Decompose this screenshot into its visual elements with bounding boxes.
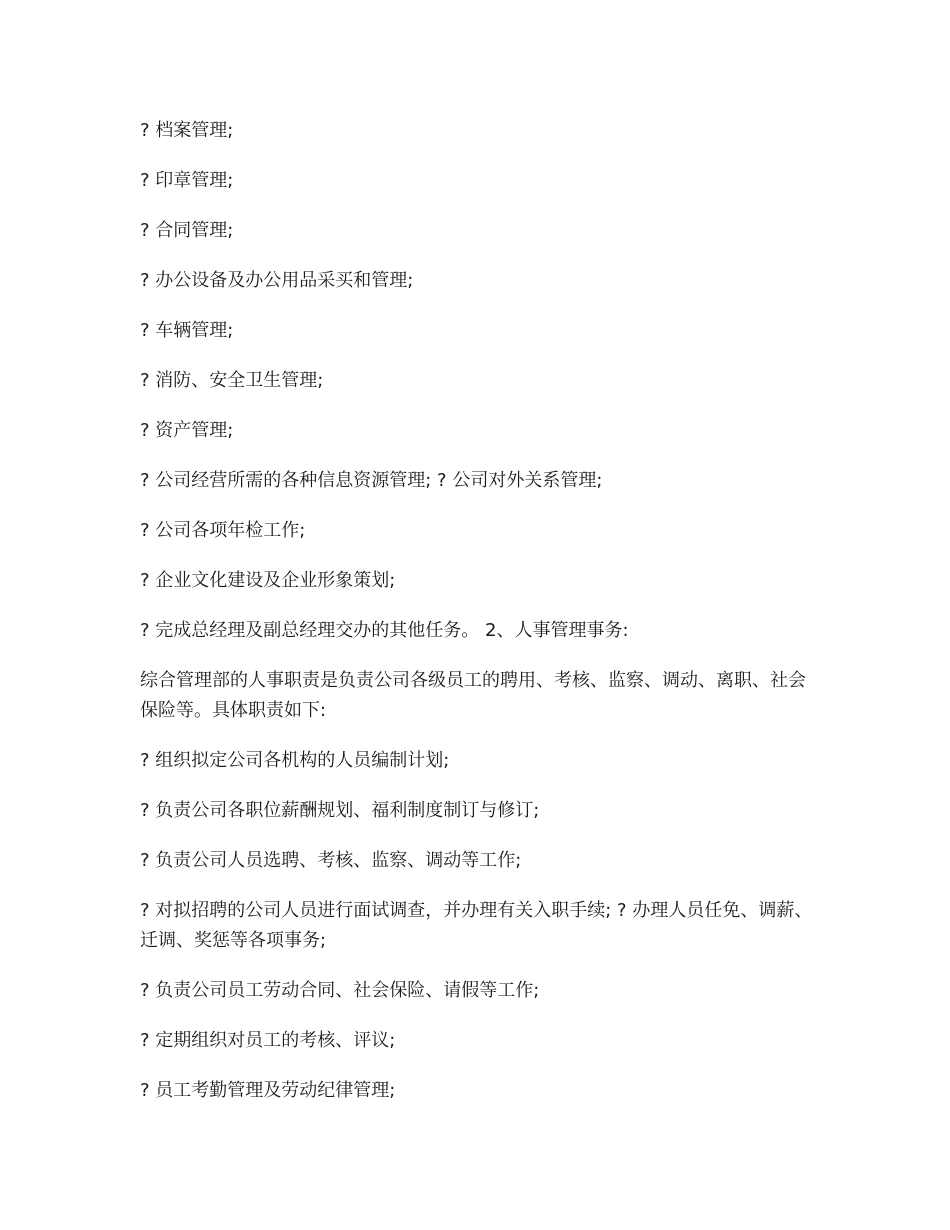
list-item-other-tasks: ? 完成总经理及副总经理交办的其他任务。 2、人事管理事务:: [140, 620, 629, 641]
list-item-office-equipment: ? 办公设备及办公用品采买和管理;: [140, 270, 414, 291]
document-body: [140, 116, 820, 1126]
list-item-attendance: ? 员工考勤管理及劳动纪律管理;: [140, 1080, 396, 1101]
list-item-fire-safety: ? 消防、安全卫生管理;: [140, 370, 324, 391]
list-item-corporate-culture: ? 企业文化建设及企业形象策划;: [140, 570, 396, 591]
list-item-interviews: ? 对拟招聘的公司人员进行面试调查，并办理有关入职手续; ? 办理人员任免、调薪、迁调、奖惩等各项事务;: [140, 900, 813, 951]
list-item-assets: ? 资产管理;: [140, 420, 234, 441]
list-item-annual-inspection: ? 公司各项年检工作;: [140, 520, 306, 541]
list-item-compensation: ? 负责公司各职位薪酬规划、福利制度制订与修订;: [140, 800, 540, 821]
list-item-evaluation: ? 定期组织对员工的考核、评议;: [140, 1030, 396, 1051]
list-item-seals: ? 印章管理;: [140, 170, 234, 191]
list-item-vehicles: ? 车辆管理;: [140, 320, 234, 341]
list-item-recruitment: ? 负责公司人员选聘、考核、监察、调动等工作;: [140, 850, 522, 871]
list-item-staffing-plan: ? 组织拟定公司各机构的人员编制计划;: [140, 750, 450, 771]
list-item-labor-contracts: ? 负责公司员工劳动合同、社会保险、请假等工作;: [140, 980, 540, 1001]
hr-intro-paragraph: 综合管理部的人事职责是负责公司各级员工的聘用、考核、监察、调动、离职、社会保险等。具体职责如下:: [140, 670, 806, 721]
list-item-information-resources: ? 公司经营所需的各种信息资源管理; ? 公司对外关系管理;: [140, 470, 603, 491]
list-item-contracts: ? 合同管理;: [140, 220, 234, 241]
list-item-archives: ? 档案管理;: [140, 120, 234, 141]
